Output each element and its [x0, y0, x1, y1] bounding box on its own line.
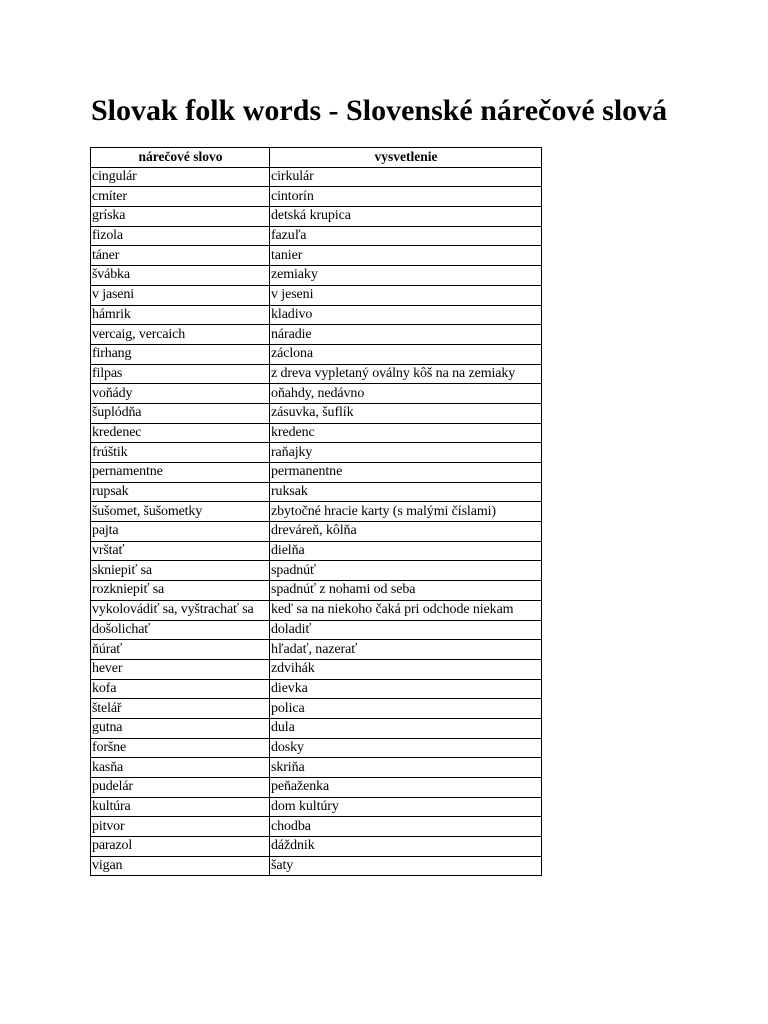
dialect-words-table — [90, 147, 542, 876]
table-row — [91, 423, 542, 443]
explanation-cell: cirkulár — [270, 167, 542, 187]
table-row — [91, 817, 542, 837]
table-row — [91, 679, 542, 699]
dialect-word-cell: pudelár — [91, 778, 270, 798]
dialect-word-cell: vrštať — [91, 541, 270, 561]
table-row — [91, 738, 542, 758]
dialect-word-cell: pernamentne — [91, 463, 270, 483]
table-row — [91, 167, 542, 187]
explanation-cell: zbytočné hracie karty (s malými číslami) — [270, 502, 542, 522]
table-row — [91, 226, 542, 246]
dialect-word-cell: ňúrať — [91, 640, 270, 660]
table-header-row — [91, 148, 542, 168]
dialect-word-cell: foršne — [91, 738, 270, 758]
table-row — [91, 581, 542, 601]
dialect-word-cell: pitvor — [91, 817, 270, 837]
table-row — [91, 522, 542, 542]
dialect-word-cell: v jaseni — [91, 285, 270, 305]
column-header-explanation: vysvetlenie — [270, 148, 542, 168]
table-row — [91, 246, 542, 266]
dialect-word-cell: švábka — [91, 266, 270, 286]
explanation-cell: zásuvka, šuflík — [270, 403, 542, 423]
column-header-dialect-word: nárečové slovo — [91, 148, 270, 168]
dialect-word-cell: fizola — [91, 226, 270, 246]
explanation-cell: záclona — [270, 344, 542, 364]
dialect-word-cell: vigan — [91, 856, 270, 876]
dialect-word-cell: skniepiť sa — [91, 561, 270, 581]
dialect-word-cell: rozkniepiť sa — [91, 581, 270, 601]
explanation-cell: z dreva vypletaný oválny kôš na na zemiaky — [270, 364, 542, 384]
explanation-cell: oňahdy, nedávno — [270, 384, 542, 404]
explanation-cell: dosky — [270, 738, 542, 758]
explanation-cell: náradie — [270, 325, 542, 345]
dialect-word-cell: hever — [91, 659, 270, 679]
explanation-cell: zdvihák — [270, 659, 542, 679]
dialect-word-cell: vykolovádiť sa, vyštrachať sa — [91, 600, 270, 620]
explanation-cell: dáždnik — [270, 837, 542, 857]
explanation-cell: detská krupica — [270, 207, 542, 227]
table-row — [91, 718, 542, 738]
explanation-cell: kladivo — [270, 305, 542, 325]
dialect-word-cell: táner — [91, 246, 270, 266]
table-row — [91, 325, 542, 345]
dialect-word-cell: pajta — [91, 522, 270, 542]
table-row — [91, 403, 542, 423]
table-row — [91, 837, 542, 857]
table-row — [91, 266, 542, 286]
dialect-word-cell: rupsak — [91, 482, 270, 502]
explanation-cell: permanentne — [270, 463, 542, 483]
table-row — [91, 758, 542, 778]
dialect-word-cell: gríska — [91, 207, 270, 227]
dialect-word-cell: parazol — [91, 837, 270, 857]
explanation-cell: kredenc — [270, 423, 542, 443]
dialect-word-cell: kredenec — [91, 423, 270, 443]
dialect-word-cell: frúštik — [91, 443, 270, 463]
dialect-word-cell: došolichať — [91, 620, 270, 640]
dialect-word-cell: gutna — [91, 718, 270, 738]
table-row — [91, 778, 542, 798]
explanation-cell: doladiť — [270, 620, 542, 640]
explanation-cell: v jeseni — [270, 285, 542, 305]
table-row — [91, 364, 542, 384]
dialect-word-cell: hámrik — [91, 305, 270, 325]
explanation-cell: zemiaky — [270, 266, 542, 286]
table-body — [91, 167, 542, 876]
explanation-cell: hľadať, nazerať — [270, 640, 542, 660]
table-row — [91, 620, 542, 640]
dialect-word-cell: voňády — [91, 384, 270, 404]
dialect-word-cell: šuplódňa — [91, 403, 270, 423]
explanation-cell: dielňa — [270, 541, 542, 561]
table-row — [91, 207, 542, 227]
table-row — [91, 541, 542, 561]
table-row — [91, 463, 542, 483]
explanation-cell: raňajky — [270, 443, 542, 463]
explanation-cell: skriňa — [270, 758, 542, 778]
dialect-word-cell: cmíter — [91, 187, 270, 207]
table-row — [91, 856, 542, 876]
explanation-cell: keď sa na niekoho čaká pri odchode niekam — [270, 600, 542, 620]
table-row — [91, 187, 542, 207]
explanation-cell: cintorín — [270, 187, 542, 207]
explanation-cell: fazuľa — [270, 226, 542, 246]
table-row — [91, 482, 542, 502]
table-row — [91, 344, 542, 364]
explanation-cell: spadnúť — [270, 561, 542, 581]
explanation-cell: tanier — [270, 246, 542, 266]
explanation-cell: dreváreň, kôlňa — [270, 522, 542, 542]
table-row — [91, 659, 542, 679]
explanation-cell: peňaženka — [270, 778, 542, 798]
explanation-cell: chodba — [270, 817, 542, 837]
table-row — [91, 305, 542, 325]
dialect-word-cell: kofa — [91, 679, 270, 699]
dialect-word-cell: šušomet, šušometky — [91, 502, 270, 522]
explanation-cell: dievka — [270, 679, 542, 699]
dialect-word-cell: kultúra — [91, 797, 270, 817]
table-row — [91, 285, 542, 305]
explanation-cell: polica — [270, 699, 542, 719]
explanation-cell: šaty — [270, 856, 542, 876]
dialect-word-cell: cingulár — [91, 167, 270, 187]
explanation-cell: dom kultúry — [270, 797, 542, 817]
dialect-word-cell: filpas — [91, 364, 270, 384]
table-row — [91, 797, 542, 817]
table-row — [91, 502, 542, 522]
table-row — [91, 640, 542, 660]
document-title: Slovak folk words - Slovenské nárečové slová — [91, 94, 668, 127]
explanation-cell: dula — [270, 718, 542, 738]
table-row — [91, 384, 542, 404]
dialect-word-cell: štelář — [91, 699, 270, 719]
dialect-word-cell: kasňa — [91, 758, 270, 778]
dialect-word-cell: firhang — [91, 344, 270, 364]
explanation-cell: ruksak — [270, 482, 542, 502]
table-row — [91, 600, 542, 620]
dialect-word-cell: vercaig, vercaich — [91, 325, 270, 345]
table-row — [91, 699, 542, 719]
explanation-cell: spadnúť z nohami od seba — [270, 581, 542, 601]
table-row — [91, 443, 542, 463]
table-row — [91, 561, 542, 581]
